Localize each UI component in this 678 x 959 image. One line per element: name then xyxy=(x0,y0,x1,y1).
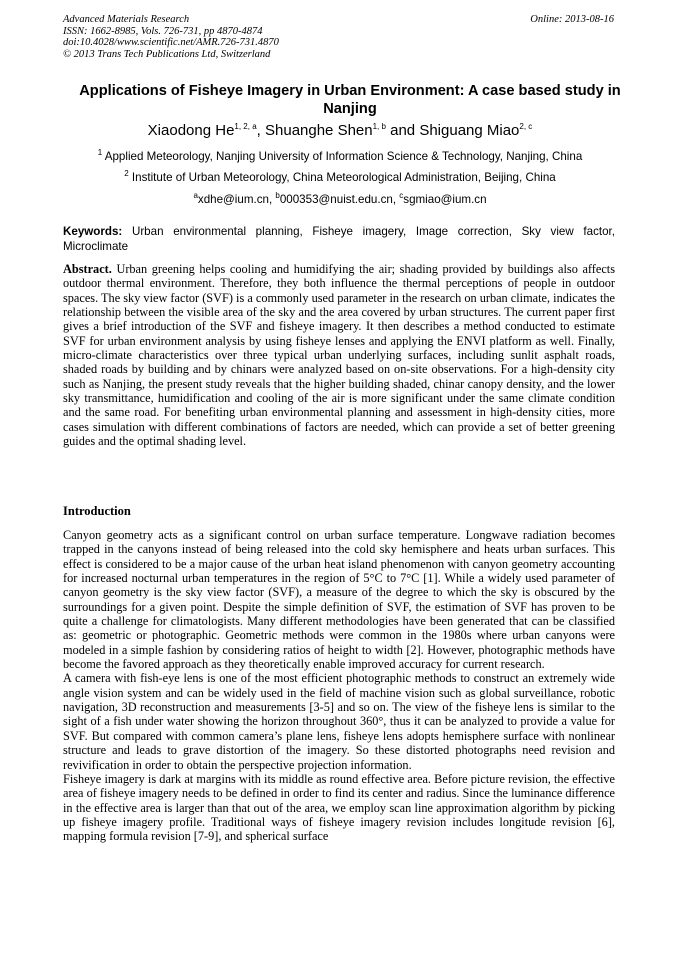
author-name: Xiaodong He xyxy=(147,122,235,139)
author-separator: , xyxy=(256,122,265,139)
email-text: xdhe@ium.cn, xyxy=(197,193,276,206)
email-text: sgmiao@ium.cn xyxy=(403,193,487,206)
author-separator: and xyxy=(385,122,420,139)
author-name: Shuanghe Shen xyxy=(265,122,373,139)
author-sup: 2, c xyxy=(519,122,533,131)
author-sup: 1, 2, a xyxy=(234,122,257,131)
paper-title: Applications of Fisheye Imagery in Urban Environment: A case based study in Nanjing xyxy=(79,83,621,117)
author-line xyxy=(60,121,620,141)
abstract xyxy=(63,262,615,448)
journal-name: Advanced Materials Research xyxy=(63,14,190,25)
online-date: Online: 2013-08-16 xyxy=(530,14,614,25)
author-sup: 1, b xyxy=(372,122,386,131)
keywords-label: Keywords: xyxy=(63,225,123,238)
journal-header xyxy=(63,14,279,60)
affiliation-text: Applied Meteorology, Nanjing University of Information Science & Technology, Nanjing, China xyxy=(104,150,583,163)
author-name: Shiguang Miao xyxy=(419,122,520,139)
affiliation-text: Institute of Urban Meteorology, China Meteorological Administration, Beijing, China xyxy=(131,171,556,184)
introduction-heading: Introduction xyxy=(63,504,131,518)
affiliation-2 xyxy=(40,171,640,185)
email-line xyxy=(40,193,640,207)
email-sup: b xyxy=(275,191,280,201)
issn-line: ISSN: 1662-8985, Vols. 726-731, pp 4870-4874 xyxy=(63,25,263,37)
keywords-text: Urban environmental planning, Fisheye imagery, Image correction, Sky view factor, Microclimate xyxy=(63,225,615,253)
email-sup: a xyxy=(193,191,198,201)
doi-line: doi:10.4028/www.scientific.net/AMR.726-731.4870 xyxy=(63,37,279,48)
affiliation-sup: 1 xyxy=(97,148,103,158)
abstract-text: Urban greening helps cooling and humidifying the air; shading provided by buildings also affects outdoor thermal environment. Therefore, they both influence the thermal perceptions of people in outdoor spaces. The sky view factor (SVF) is a commonly used parameter in the research on urban climate, indicates the relationship between the visible area of the sky and the area covered by urban structures. The current paper first gives a brief introduction of the SVF and fisheye imagery. It then describes a method conducted to estimate SVF for urban environment analysis by using fisheye lenses and applying the ENVI platform as well. Finally, micro-climate characteristics over three typical urban underlying surfaces, including sunlit asphalt roads, shaded roads by building and by chinars were analyzed based on on-site observations. For a high-density city such as Nanjing, the present study reveals that the higher building shaded, chinar canopy density, and the lower sky transmittance, humidification and cooling of the air is more significant under the same climate condition and the same road. For benefiting urban environmental planning and assessment in high-density cities, more cases simulation with different combinations of factors are needed, which can provide a set of better greening guides and the optimal shading level. xyxy=(63,262,615,449)
intro-paragraph: Canyon geometry acts as a significant control on urban surface temperature. Longwave radiation becomes trapped in the canyons instead of being released into the cold sky hemisphere and heats urban surfaces. This effect is considered to be a major cause of the urban heat island phenomenon with canyon geometry accounting for increased nocturnal urban temperatures in the region of 5°C to 7°C [1]. While a widely used parameter of canyon geometry is the sky view factor (SVF), a measure of the degree to which the sky is obscured by the surroundings for a given point. Despite the simple definition of SVF, the estimation of SVF has proven to be quite a challenge for climatologists. Many different methodologies have been generated that can be classified as: geometric or photographic. Geometric methods were common in the 1980s where urban canyons were modeled in a simple fashion by considering ratios of height to width [2]. However, photographic methods have become the favored approach as they theoretically enable improved accuracy for current research. xyxy=(63,528,615,672)
affiliation-sup: 2 xyxy=(124,169,129,179)
copyright-line: © 2013 Trans Tech Publications Ltd, Switzerland xyxy=(63,48,271,60)
email-sup: c xyxy=(399,191,404,201)
intro-paragraph: A camera with fish-eye lens is one of the most efficient photographic methods to construct an extremely wide angle vision system and can be widely used in the field of machine vision such as global surveillance, robotic navigation, 3D reconstruction and measurements [3-5] and so on. The view of the fisheye lens is similar to the sight of a fish under water showing the horizon throughout 360°, thus it can be analyzed to provide a value for SVF. But compared with common camera’s plane lens, fisheye lens adopts hemisphere surface with nonlinear structure and leads to grave distortion of the imagery. So these distorted photographs need revision and revivification in order to obtain the perspective projection information. xyxy=(63,671,615,772)
email-text: 000353@nuist.edu.cn, xyxy=(279,193,400,206)
introduction-body xyxy=(63,528,615,844)
abstract-label: Abstract. xyxy=(63,262,112,276)
keywords xyxy=(63,225,615,254)
affiliation-1 xyxy=(40,150,640,164)
intro-paragraph: Fisheye imagery is dark at margins with its middle as round effective area. Before picture revision, the effective area of fisheye imagery needs to be defined in order to find its center and radius. Since the luminance difference in the effective area is larger than that out of the area, we employ scan line approximation algorithm by picking up fisheye imagery profile. Traditional ways of fisheye imagery revision includes longitude revision [6], mapping formula revision [7-9], and spherical surface xyxy=(63,771,615,844)
